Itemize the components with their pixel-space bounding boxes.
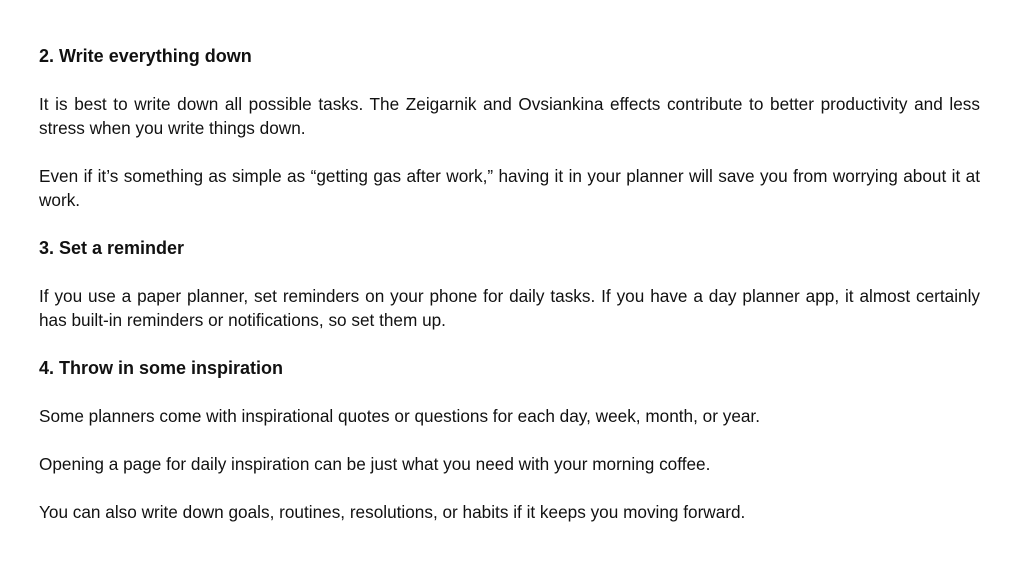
section-throw-in-some-inspiration xyxy=(39,356,980,524)
section-heading: 3. Set a reminder xyxy=(39,238,185,258)
section-set-a-reminder xyxy=(39,236,980,332)
paragraph: Some planners come with inspirational quotes or questions for each day, week, month, or year. xyxy=(39,406,760,426)
paragraph: You can also write down goals, routines, resolutions, or habits if it keeps you moving forward. xyxy=(39,502,746,522)
paragraph: It is best to write down all possible tasks. The Zeigarnik and Ovsiankina effects contribute to better productivity and less stress when you write things down. xyxy=(39,94,980,138)
section-heading: 4. Throw in some inspiration xyxy=(39,358,284,378)
paragraph: Opening a page for daily inspiration can be just what you need with your morning coffee. xyxy=(39,454,711,474)
section-heading: 2. Write everything down xyxy=(39,46,252,66)
section-write-everything-down xyxy=(39,44,980,212)
paragraph: Even if it’s something as simple as “getting gas after work,” having it in your planner will save you from worrying about it at work. xyxy=(39,166,980,210)
paragraph: If you use a paper planner, set reminders on your phone for daily tasks. If you have a day planner app, it almost certainly has built-in reminders or notifications, so set them up. xyxy=(39,286,980,330)
